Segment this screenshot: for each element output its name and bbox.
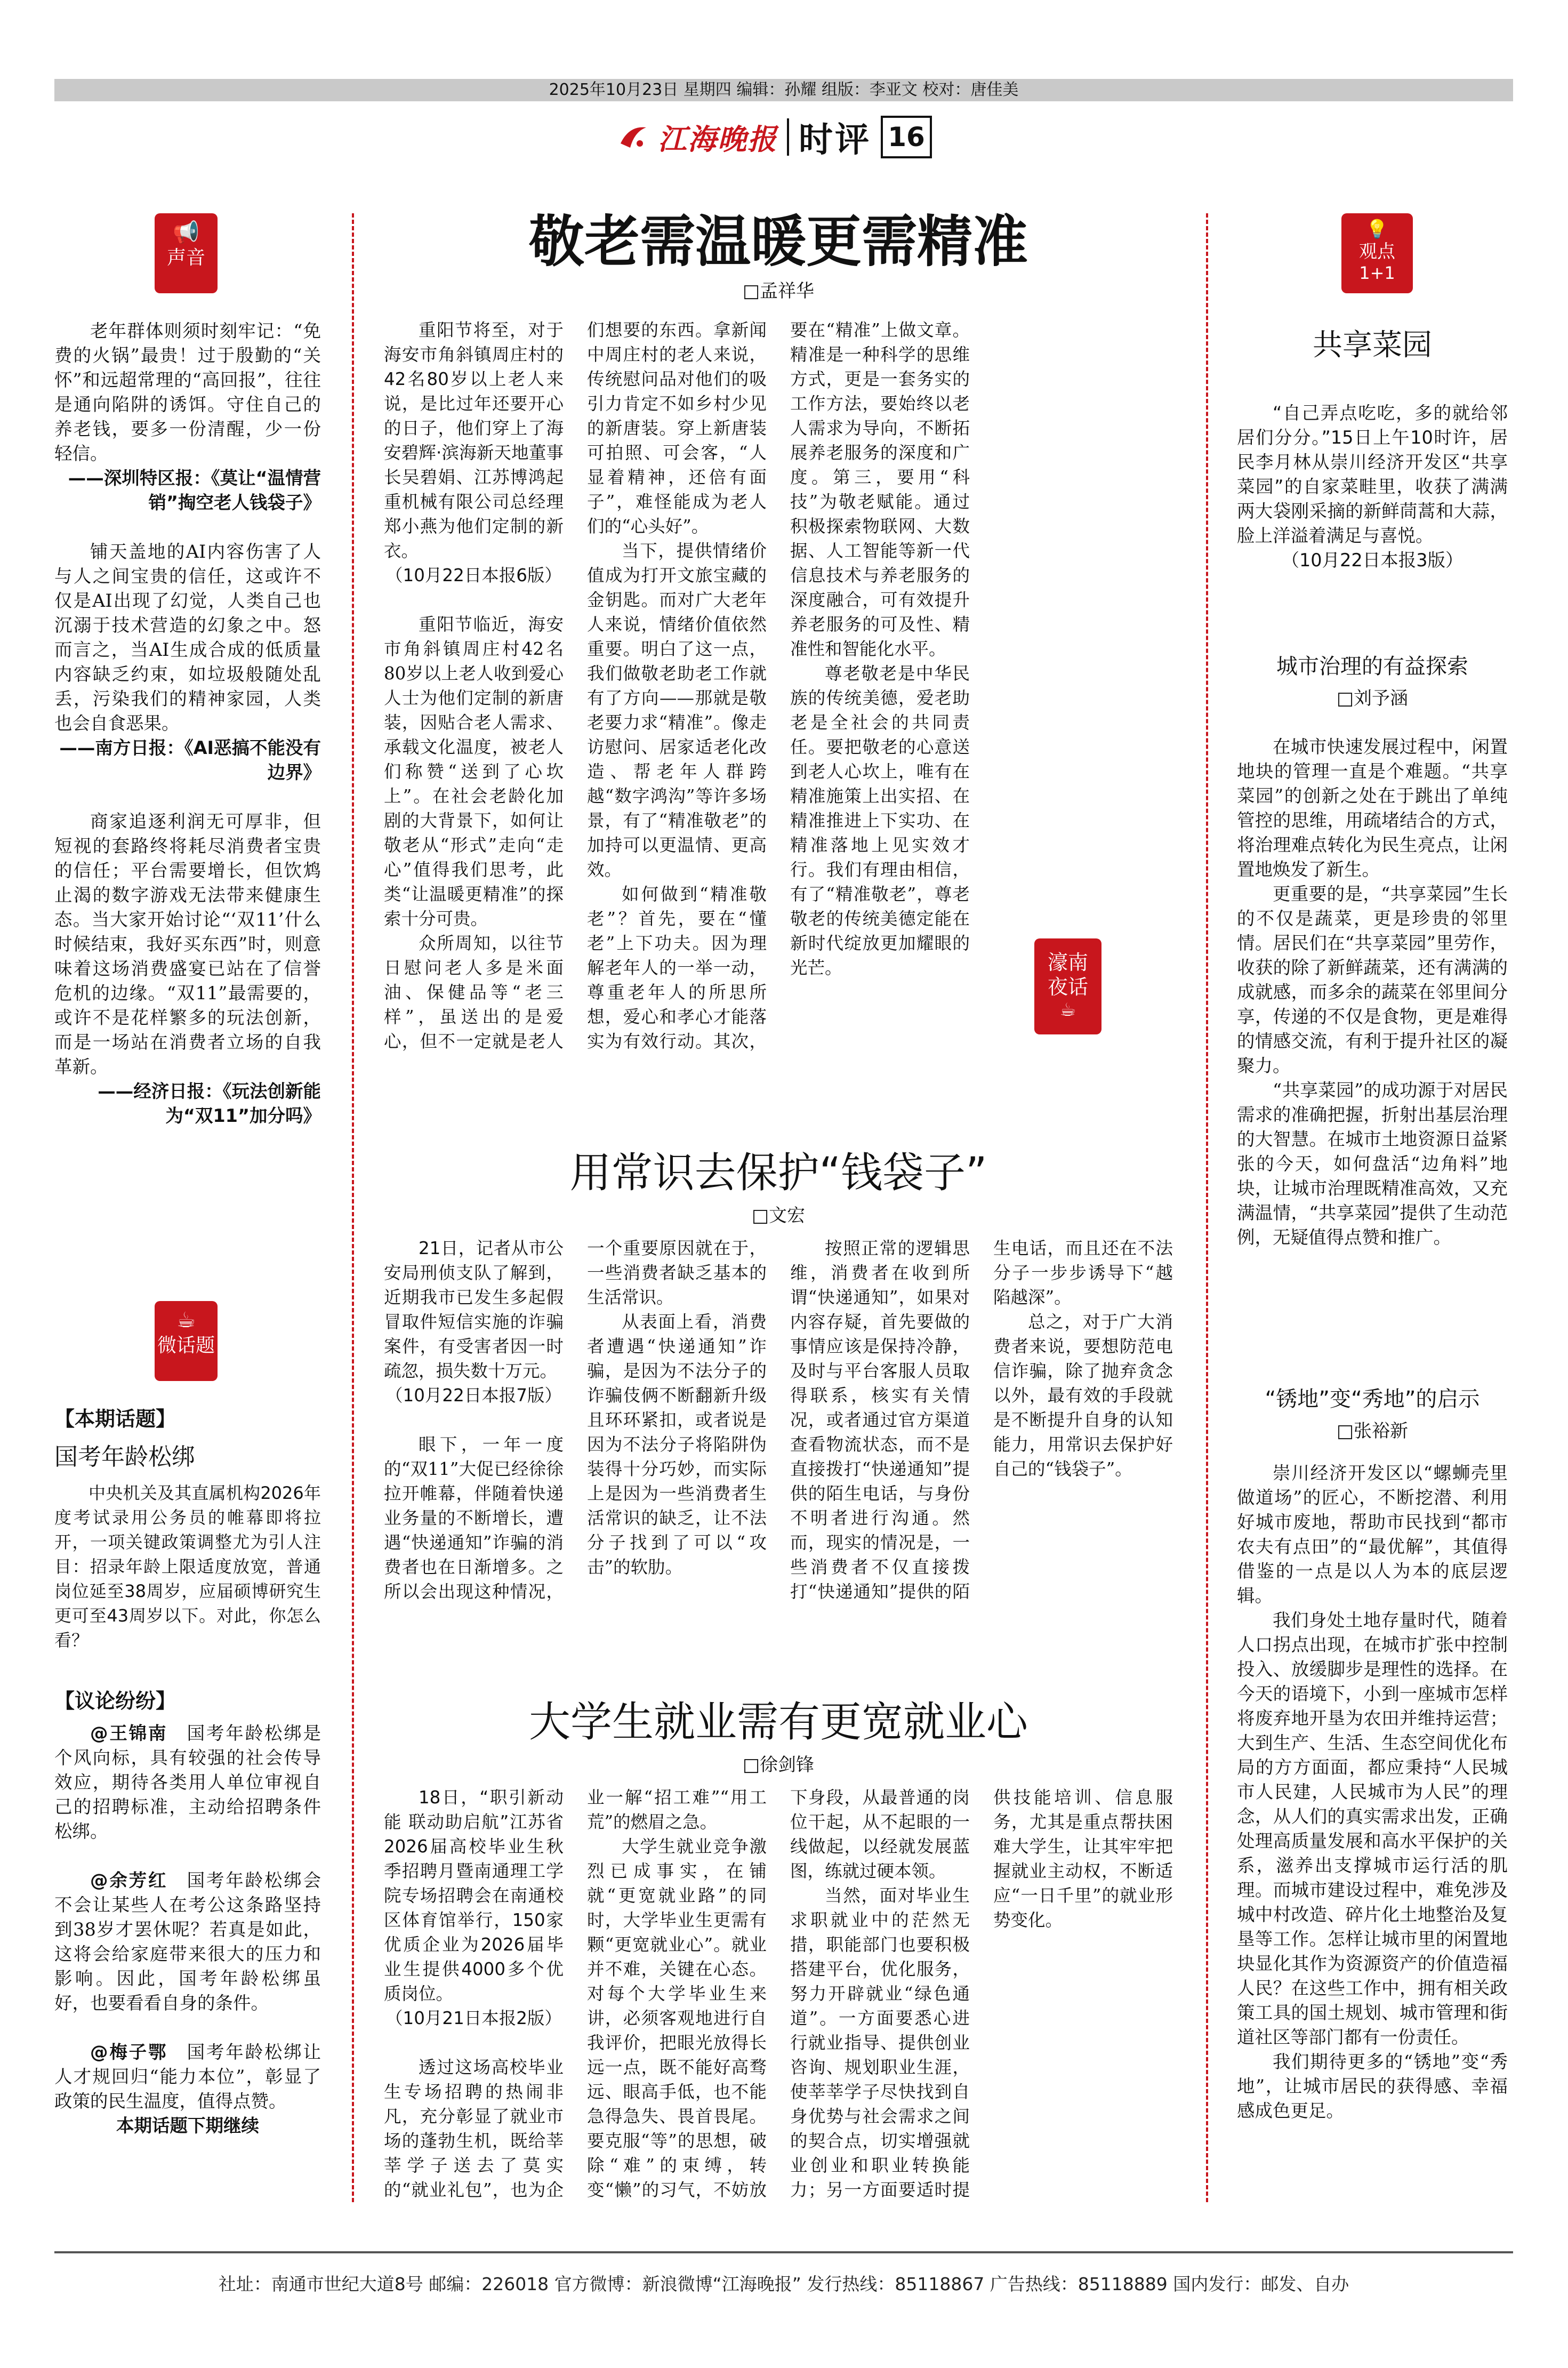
header-info: 2025年10月23日 星期四 编辑：孙耀 组版：李亚文 校对：唐佳美 [549, 81, 1019, 99]
voice-source-3: ——经济日报：《玩法创新能为“双11”加分吗》 [98, 1081, 321, 1126]
voice-quote-3: 商家追逐利润无可厚非，但短视的套路终将耗尽消费者宝贵的信任；平台需要增长，但饮鸩止渴的数字游戏无法带来健康生态。当大家开始讨论“‘双11’什么时候结束，我好买东西”时，则意味着这场消费盛宴已站在了信誉危机的边缘。“双11”最需要的，或许不是花样繁多的玩法创新，而是一场站在消费者立场的自我革新。 [54, 811, 321, 1077]
comment-1: @王锦南 国考年龄松绑是个风向标，具有较强的社会传导效应，期待各类用人单位审视自己的招聘标准，主动给招聘条件松绑。 [54, 1723, 321, 1842]
micro-topic-column [54, 1402, 321, 2138]
right-column-divider [1206, 213, 1208, 2202]
article3-byline: □徐剑锋 [742, 1754, 815, 1776]
article1-paragraph: 重阳节临近，海安市角斜镇周庄村42名80岁以上老人收到爱心人士为他们定制的新唐装，因贴合老人需求、承载文化温度，被老人们称赞“送到了心坎上”。在社会老龄化加剧的大背景下，如何让敬老从“形式”走向“走心”值得我们思考，此类“让温暖更精准”的探索十分可贵。 [384, 614, 564, 929]
article1-paragraph: 众所周知，以往节日慰问老人多是米面油、保健品等“老三样”，虽送出的是爱心，但不一定就是老人们想要的东西。拿新闻中周庄村的老人来说，传统慰问品对他们的吸引力肯定不如乡村少见的新唐装。穿上新唐装可拍照、可会客，“人显着精神，还倍有面子”，难怪能成为老人们的“心头好”。 [384, 320, 767, 1051]
article1-paragraph: 尊老敬老是中华民族的传统美德，爱老助老是全社会的共同责任。要把敬老的心意送到老人心坎上，唯有在精准施策上出实招、在精准推进上下实功、在精准落地上见实效才行。我们有理由相信，有了“精准敬老”，尊老敬老的传统美德定能在新时代绽放更加耀眼的光芒。 [790, 663, 970, 978]
article3-paragraph: 大学生就业竞争激烈已成事实，在铺就“更宽就业路”的同时，大学毕业生更需有颗“更宽就业心”。就业并不难，关键在心态。对每个大学毕业生来讲，必须客观地进行自我评价，把眼光放得长远一点，既不能好高骛远、眼高手低，也不能急得急失、畏首畏尾。要克服“等”的思想，破除“难”的束缚，转变“懒”的习气，不妨放下身段，从最普通的岗位干起，从不起眼的一线做起，以经就发展蓝图，练就过硬本领。 [587, 1787, 970, 2200]
article1-paragraph: 当下，提供情绪价值成为打开文旅宝藏的金钥匙。而对广大老年人来说，情绪价值依然重要。明白了这一点，我们做敬老助老工作就有了方向——那就是敬老要力求“精准”。像走访慰问、居家适老化改造、帮老年人群跨越“数字鸿沟”等许多场景，有了“精准敬老”的加持可以更温情、更高效。 [587, 541, 767, 880]
coffee-cup-icon: ☕ [1059, 999, 1076, 1021]
topic-continue-note: 本期话题下期继续 [116, 2115, 259, 2136]
voice-quote-1: 老年群体则须时刻牢记：“免费的火锅”最贵！过于殷勤的“关怀”和远超常理的“高回报”，往往是通向陷阱的诱饵。守住自己的养老钱，要多一份清醒，少一份轻信。 [54, 320, 321, 464]
comment-author: @王锦南 [90, 1723, 168, 1744]
lightbulb-icon: 💡 [1365, 219, 1389, 240]
footer-rule [54, 2251, 1513, 2253]
voice-source-2: ——南方日报：《AI恶搞不能没有边界》 [59, 737, 321, 783]
side3-title: “锈地”变“秀地”的启示 [1265, 1387, 1480, 1411]
side2-paragraph: “共享菜园”的成功源于对居民需求的准确把握，折射出基层治理的大智慧。在城市土地资源日益紧张的今天，如何盘活“边角料”地块，让城市治理既精准高效，又充满温情，“共享菜园”提供了生动范例，无疑值得点赞和推广。 [1237, 1080, 1508, 1248]
voice-quote-2: 铺天盖地的AI内容伤害了人与人之间宝贵的信任，这或许不仅是AI出现了幻觉，人类自己也沉溺于技术营造的幻象之中。怒而言之，当AI生成合成的低质量内容缺乏约束，如垃圾般随处乱丢，污染我们的精神家园，人类也会自食恶果。 [54, 541, 321, 734]
side2-byline: □刘予涵 [1336, 688, 1409, 709]
topic-title: 国考年龄松绑 [54, 1443, 195, 1471]
article3-title: 大学生就业需有更宽就业心 [528, 1698, 1028, 1746]
coffee-cup-icon: ☕ [176, 1308, 196, 1332]
side3-paragraph: 崇川经济开发区以“螺蛳壳里做道场”的匠心，不断挖潜、利用好城市废地，帮助市民找到“都市农夫有点田”的“最优解”，其值得借鉴的一点是以人为本的底层逻辑。 [1237, 1463, 1508, 1606]
article3-body [384, 1785, 1173, 2212]
topic-intro: 中央机关及其直属机构2026年度考试录用公务员的帷幕即将拉开，一项关键政策调整尤为引人注目：招录年龄上限适度放宽，普通岗位延至38周岁，应届硕博研究生更可至43周岁以下。对此，你怎么看？ [54, 1483, 321, 1650]
article2-byline: □文宏 [751, 1205, 806, 1226]
article1-title: 敬老需温暖更需精准 [528, 209, 1028, 274]
article1-paragraph: 如何做到“精准敬老”？首先，要在“懂老”上下功夫。因为理解老年人的一举一动，尊重老年人的所思所想，爱心和孝心才能落实为有效行动。其次，要在“精准”上做文章。精准是一种科学的思维方式，更是一套务实的工作方法，要始终以老人需求为导向，不断拓展养老服务的深度和广度。第三，要用“科技”为敬老赋能。通过积极探索物联网、大数据、人工智能等新一代信息技术与养老服务的深度融合，可有效提升养老服务的可及性、精准性和智能化水平。 [587, 320, 970, 1051]
discussion-label: 【议论纷纷】 [54, 1689, 176, 1713]
view-badge: 💡 观点 1+1 [1341, 213, 1413, 293]
article2-body [384, 1236, 1173, 1620]
side2-paragraph: 更重要的是，“共享菜园”生长的不仅是蔬菜，更是珍贵的邻里情。居民们在“共享菜园”里劳作，收获的除了新鲜蔬菜，还有满满的成就感，而多余的蔬菜在邻里间分享，传递的不仅是食物，更是难得的情感交流，有利于提升社区的凝聚力。 [1237, 884, 1508, 1076]
article3-cite: （10月21日本报2版） [385, 2008, 562, 2028]
section-name: 时评 [799, 121, 871, 160]
voice-source-1: ——深圳特区报：《莫让“温情营销”掏空老人钱袋子》 [68, 468, 321, 513]
micro-topic-badge: ☕ 微话题 [155, 1301, 218, 1381]
article3-paragraph: 透过这场高校毕业生专场招聘的热闹非凡，充分彰显了就业市场的蓬勃生机，既给莘莘学子送去了莫实的“就业礼包”，也为企业一解“招工难”“用工荒”的燃眉之急。 [384, 1787, 767, 2200]
article3-lead: 18日，“职引新动能 联动助启航”江苏省2026届高校毕业生秋季招聘月暨南通理工学院专场招聘会在南通校区体育馆举行，150家优质企业为2026届毕业生提供4000多个优质岗位。 [384, 1787, 564, 2004]
side3-byline: □张裕新 [1336, 1420, 1409, 1442]
left-column-divider [352, 213, 354, 2202]
side3-paragraph: 我们身处土地存量时代，随着人口拐点出现，在城市扩张中控制投入、放缓脚步是理性的选择。在今天的语境下，小到一座城市怎样将废弃地开垦为农田并维持运营；大到生产、生活、生态空间优化布局的方方面面，都应秉持“人民城市人民建，人民城市为人民”的理念，从人们的真实需求出发，正确处理高质量发展和高水平保护的关系，滋养出支撑城市运行活的肌理。而城市建设过程中，难免涉及城中村改造、碎片化土地整治及复垦等工作。怎样让城市里的闲置地块显化其作为资源资产的价值造福人民？在这些工作中，拥有相关政策工具的国土规划、城市管理和街道社区等部门都有一份责任。 [1237, 1610, 1508, 2048]
article2-paragraph: 按照正常的逻辑思维，消费者在收到所谓“快递通知”，如果对内容存疑，首先要做的事情应该是保持冷静，及时与平台客服人员取得联系，核实有关情况，或者通过官方渠道查看物流状态，而不是直接拨打“快递通知”提供的陌生电话，与身份不明者进行沟通。然而，现实的情况是，一些消费者不仅直接拨打“快递通知”提供的陌生电话，而且还在不法分子一步步诱导下“越陷越深”。 [790, 1238, 1173, 1602]
side2-body [1237, 735, 1508, 1250]
comment-2: @余芳红 国考年龄松绑会不会让某些人在考公这条路坚持到38岁才罢休呢？若真是如此，这将会给家庭带来很大的压力和影响。因此，国考年龄松绑虽好，也要看看自身的条件。 [54, 1870, 321, 2013]
masthead-separator [787, 118, 789, 156]
article1-cite: （10月22日本报6版） [385, 565, 562, 585]
article3-paragraph: 当然，面对毕业生求职就业中的茫然无措，职能部门也要积极搭建平台，优化服务，努力开辟就业“绿色通道”。一方面要悉心进行就业指导、提供创业咨询、规划职业生涯，使莘莘学子尽快找到自身优势与社会需求之间的契合点，切实增强就业创业和职业转换能力；另一方面要适时提供技能培训、信息服务，尤其是重点帮扶困难大学生，让其牢牢把握就业主动权，不断适应“一日千里”的就业形势变化。 [790, 1787, 1173, 2200]
article1-lead: 重阳节将至，对于海安市角斜镇周庄村的42名80岁以上老人来说，是比过年还要开心的日子，他们穿上了海安碧辉·滨海新天地董事长吴碧娟、江苏博鸿起重机械有限公司总经理郑小燕为他们定制的新衣。 [384, 320, 564, 561]
article2-paragraph: 总之，对于广大消费者来说，要想防范电信诈骗，除了抛弃贪念以外，最有效的手段就是不断提升自身的认知能力，用常识去保护好自己的“钱袋子”。 [993, 1312, 1173, 1479]
side1-title: 共享菜园 [1313, 328, 1432, 363]
newspaper-logo-icon [618, 122, 648, 152]
article2-title: 用常识去保护“钱袋子” [569, 1149, 987, 1197]
megaphone-icon: 📢 [173, 220, 199, 245]
page-number: 16 [881, 116, 932, 158]
side1-body [1237, 401, 1508, 573]
article2-paragraph: 眼下，一年一度的“双11”大促已经徐徐拉开帷幕，伴随着快递业务量的不断增长，遭遇“快递通知”诈骗的消费者也在日渐增多。之所以会出现这种情况，一个重要原因就在于，一些消费者缺乏基本的生活常识。 [384, 1238, 767, 1602]
paper-name: 江海晚报 [658, 122, 777, 156]
side1-cite: （10月22日本报3版） [1281, 550, 1464, 571]
comment-3: @梅子鄂 国考年龄松绑让人才规回归“能力本位”，彰显了政策的民生温度，值得点赞。 [54, 2042, 321, 2112]
footer-info: 社址：南通市世纪大道8号 邮编：226018 官方微博：新浪微博“江海晚报” 发行热线：85118867 广告热线：85118889 国内发行：邮发、自办 [218, 2274, 1349, 2294]
side3-paragraph: 我们期待更多的“锈地”变“秀地”，让城市居民的获得感、幸福感成色更足。 [1237, 2051, 1508, 2121]
topic-label: 【本期话题】 [54, 1407, 176, 1431]
side2-title: 城市治理的有益探索 [1276, 654, 1468, 679]
voice-badge: 📢 声音 [155, 213, 218, 293]
comment-author: @梅子鄂 [90, 2042, 168, 2062]
haonan-night-badge: 濠南夜话 ☕ [1034, 938, 1101, 1034]
masthead [618, 113, 932, 161]
comment-author: @余芳红 [90, 1870, 168, 1891]
side2-paragraph: 在城市快速发展过程中，闲置地块的管理一直是个难题。“共享菜园”的创新之处在于跳出了单纯管控的思维，用疏堵结合的方式，将治理难点转化为民生亮点，让闲置地焕发了新生。 [1237, 736, 1508, 880]
article2-cite: （10月22日本报7版） [385, 1385, 562, 1406]
side3-body [1237, 1461, 1508, 2123]
article1-byline: □孟祥华 [742, 280, 815, 302]
voice-column [54, 319, 321, 1128]
article2-paragraph: 从表面上看，消费者遭遇“快递通知”诈骗，是因为不法分子的诈骗伎俩不断翻新升级且环环紧扣，或者说是因为不法分子将陷阱伪装得十分巧妙，而实际上是因为一些消费者生活常识的缺乏，让不法分子找到了可以“攻击”的软肋。 [587, 1312, 767, 1577]
article2-lead: 21日，记者从市公安局刑侦支队了解到，近期我市已发生多起假冒取件短信实施的诈骗案件，有受害者因一时疏忽，损失数十万元。 [384, 1238, 564, 1381]
side1-text: “自己弄点吃吃，多的就给邻居们分分。”15日上午10时许，居民李月林从崇川经济开发区“共享菜园”的自家菜畦里，收获了满满两大袋刚采摘的新鲜茼蒿和大蒜，脸上洋溢着满足与喜悦。 [1237, 403, 1508, 546]
